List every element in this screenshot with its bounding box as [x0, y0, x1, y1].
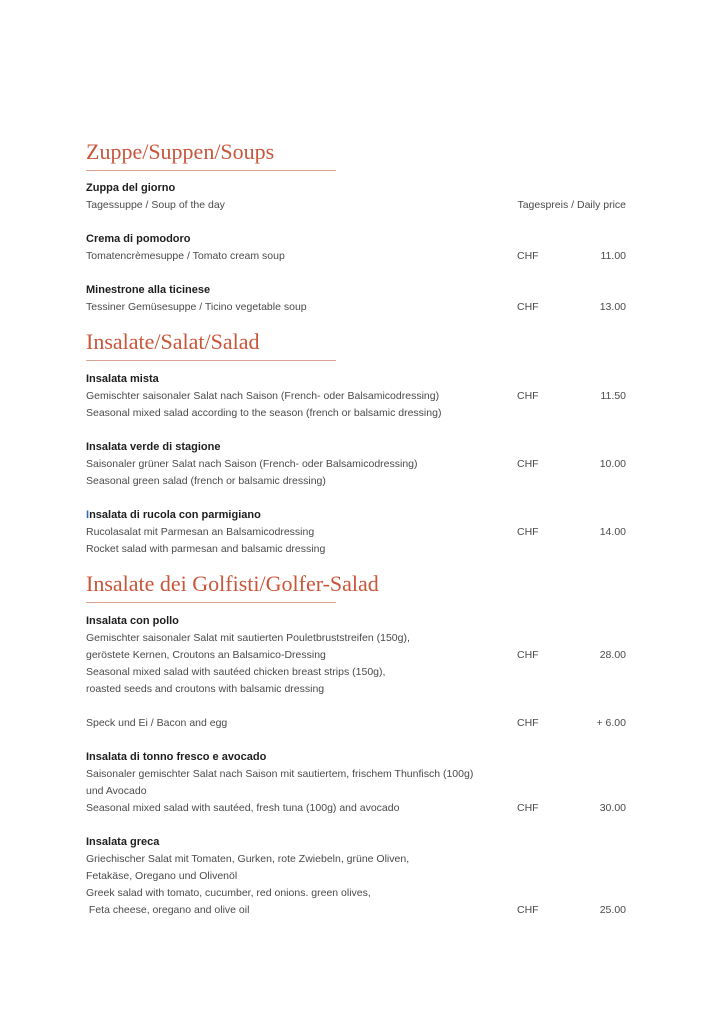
item-description: Tessiner Gemüsesuppe / Ticino vegetable soup	[86, 301, 307, 313]
item-price: 28.00	[599, 649, 626, 661]
item-name	[86, 507, 626, 524]
item-price: 25.00	[599, 904, 626, 916]
item-description-line: geröstete Kernen, Croutons an Balsamico-Dressing	[86, 649, 326, 661]
item-description-line: roasted seeds and croutons with balsamic dressing	[86, 683, 325, 695]
item-description-line: Fetakäse, Oregano und Olivenöl	[86, 870, 238, 882]
item-price: 11.50	[600, 390, 626, 402]
item-description-line: Feta cheese, oregano and olive oil	[86, 904, 250, 916]
item-description-de: Saisonaler grüner Salat nach Saison (French- oder Balsamicodressing)	[86, 458, 418, 470]
section-divider	[86, 602, 336, 603]
item-price: + 6.00	[596, 717, 626, 729]
menu-item-zuppa-del-giorno	[86, 180, 626, 214]
menu-item-insalata-verde	[86, 439, 626, 490]
item-description: Tagessuppe / Soup of the day	[86, 199, 225, 211]
item-currency: CHF	[517, 250, 539, 262]
item-currency: CHF	[517, 904, 539, 916]
item-name: Minestrone alla ticinese	[86, 284, 211, 296]
item-description-en: Seasonal mixed salad according to the season (french or balsamic dressing)	[86, 407, 442, 419]
item-currency: CHF	[517, 802, 539, 814]
item-description-en: Seasonal green salad (french or balsamic dressing)	[86, 475, 326, 487]
item-description-en: Rocket salad with parmesan and balsamic dressing	[86, 543, 326, 555]
item-description-line: Seasonal mixed salad with sautéed, fresh tuna (100g) and avocado	[86, 802, 400, 814]
item-currency: CHF	[517, 301, 539, 313]
item-description-line: und Avocado	[86, 785, 147, 797]
item-description-de: Rucolasalat mit Parmesan an Balsamicodressing	[86, 526, 315, 538]
item-description-line: Gemischter saisonaler Salat mit sautierten Pouletbruststreifen (150g),	[86, 632, 410, 644]
section-title-salads: Insalate/Salat/Salad	[86, 329, 260, 354]
item-description-line: Griechischer Salat mit Tomaten, Gurken, rote Zwiebeln, grüne Oliven,	[86, 853, 410, 865]
item-name-rest: nsalata di rucola con parmigiano	[89, 509, 261, 521]
menu-item-insalata-tonno	[86, 749, 626, 817]
item-currency: CHF	[517, 717, 539, 729]
section-title-soups: Zuppe/Suppen/Soups	[86, 139, 275, 164]
section-title-golfer-salads: Insalate dei Golfisti/Golfer-Salad	[86, 571, 379, 596]
item-currency: CHF	[517, 649, 539, 661]
item-price: 30.00	[599, 802, 626, 814]
item-currency: CHF	[517, 390, 539, 402]
item-price: 11.00	[600, 250, 626, 262]
item-name: Insalata verde di stagione	[86, 441, 221, 453]
item-name: Insalata greca	[86, 836, 160, 848]
item-name: Crema di pomodoro	[86, 233, 191, 245]
section-divider	[86, 360, 336, 361]
item-currency: CHF	[517, 526, 539, 538]
item-name: Insalata con pollo	[86, 615, 179, 627]
menu-item-insalata-mista	[86, 371, 626, 422]
item-extra: Speck und Ei / Bacon and egg	[86, 717, 228, 729]
section-divider	[86, 170, 336, 171]
item-name: Insalata di tonno fresco e avocado	[86, 751, 267, 763]
menu-item-insalata-greca	[86, 834, 626, 919]
item-description-de: Gemischter saisonaler Salat nach Saison (French- oder Balsamicodressing)	[86, 390, 440, 402]
item-name: Zuppa del giorno	[86, 182, 176, 194]
item-name-initial: I	[86, 509, 90, 521]
item-description: Tomatencrèmesuppe / Tomato cream soup	[86, 250, 285, 262]
menu-item-insalata-rucola	[86, 507, 626, 558]
menu-item-insalata-con-pollo	[86, 613, 626, 698]
item-price: 10.00	[599, 458, 626, 470]
item-description-line: Greek salad with tomato, cucumber, red onions. green olives,	[86, 887, 371, 899]
item-price: 13.00	[599, 301, 626, 313]
item-description-line: Seasonal mixed salad with sautéed chicken breast strips (150g),	[86, 666, 386, 678]
item-daily-price: Tagespreis / Daily price	[517, 199, 626, 211]
menu-item-extra-bacon-egg	[86, 715, 626, 732]
menu-item-minestrone	[86, 282, 626, 316]
item-currency: CHF	[517, 458, 539, 470]
item-price: 14.00	[599, 526, 626, 538]
menu-item-crema-di-pomodoro	[86, 231, 626, 265]
item-description-line: Saisonaler gemischter Salat nach Saison mit sautiertem, frischem Thunfisch (100g)	[86, 768, 474, 780]
item-name: Insalata mista	[86, 373, 159, 385]
